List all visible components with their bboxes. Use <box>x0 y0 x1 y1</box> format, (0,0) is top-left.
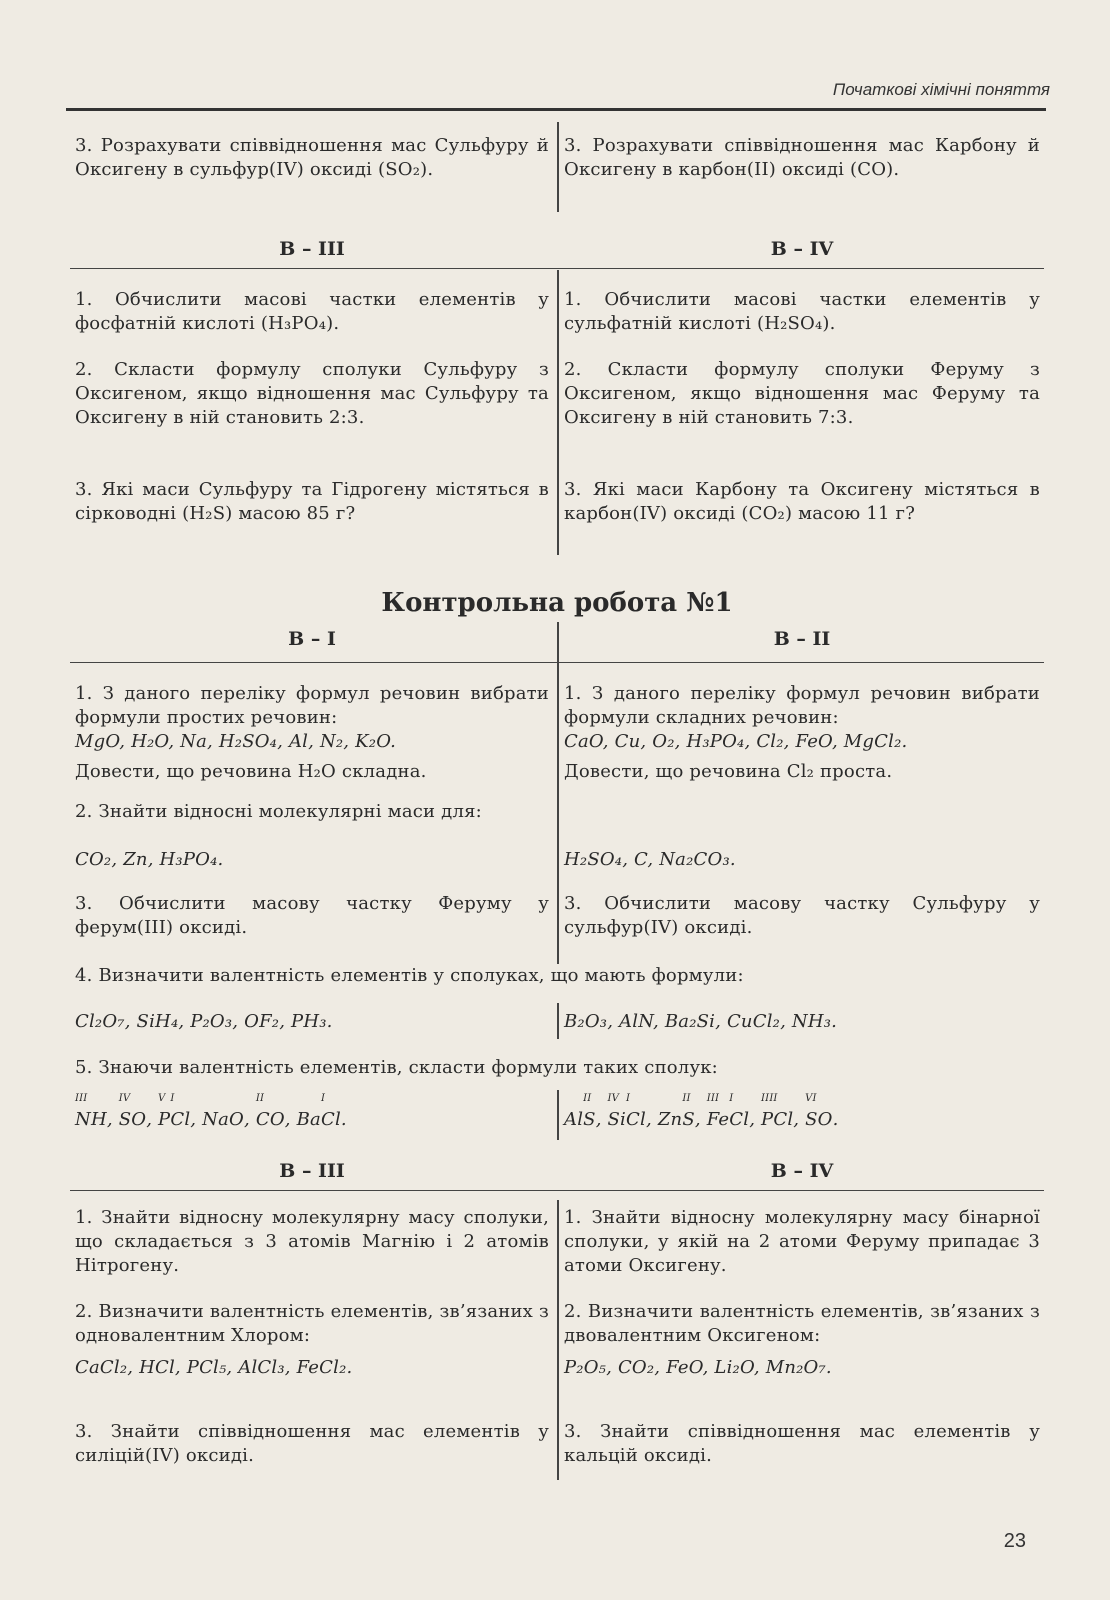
element-symbol: IV Si <box>607 1093 627 1130</box>
valence-numeral: IV <box>607 1093 620 1104</box>
cw-v4-task-1: 1. Знайти відносну молекулярну масу бінарної сполуки, у якій на 2 атоми Феруму припадає 3 атоми Оксигену. <box>564 1207 1040 1276</box>
element-symbol: V P <box>158 1093 171 1130</box>
element-symbol: II S <box>583 1093 596 1130</box>
v1-task-1-prove: Довести, що речовина H₂O складна. <box>75 761 427 782</box>
top-rule <box>66 108 1046 111</box>
element-symbol: III Fe <box>706 1093 730 1130</box>
v1-task-1 <box>75 682 549 784</box>
cw-v3-task-2-text: 2. Визначити валентність елементів, зв’язаних з одновалентним Хлором: <box>75 1301 549 1346</box>
task-4-common: 4. Визначити валентність елементів у сполуках, що мають формули: <box>75 965 744 986</box>
running-head: Початкові хімічні поняття <box>832 80 1050 99</box>
v2-task-1-text: 1. З даного переліку формул речовин вибрати формули складних речовин: <box>564 683 1040 728</box>
element-symbol: I Cl <box>626 1093 646 1130</box>
task-2-common: 2. Знайти відносні молекулярні маси для: <box>75 801 482 822</box>
v1-task-1-text: 1. З даного переліку формул речовин вибрати формули простих речовин: <box>75 683 549 728</box>
v1-task-3: 3. Обчислити масову частку Феруму у ферум(III) оксиді. <box>75 893 549 938</box>
cw-variant-4-header: В – IV <box>770 1160 834 1182</box>
variant-4-header: В – IV <box>770 238 834 260</box>
element-symbol: Al <box>564 1109 584 1130</box>
variant-2-header: В – ІІ <box>773 628 831 650</box>
valence-numeral: I <box>773 1093 778 1104</box>
v2-task-3: 3. Обчислити масову частку Сульфуру у сульфур(IV) оксиді. <box>564 893 1040 938</box>
valence-numeral: III <box>706 1093 720 1104</box>
v4-task-2: 2. Скласти формулу сполуки Феруму з Оксигеном, якщо відношення мас Феруму та Оксигену в ній становить 7:3. <box>564 359 1040 428</box>
valence-numeral: VI <box>805 1093 817 1104</box>
valence-numeral: I <box>320 1093 326 1104</box>
right-task-3: 3. Розрахувати співвідношення мас Карбону й Оксигену в карбон(II) оксиді (CO). <box>564 135 1040 180</box>
valence-numeral: III <box>75 1093 88 1104</box>
valence-numeral: IV <box>118 1093 131 1104</box>
valence-numeral: II <box>583 1093 592 1104</box>
task-5-common: 5. Знаючи валентність елементів, скласти формули таких сполук: <box>75 1057 718 1078</box>
variant-3-header: В – ІІІ <box>279 238 345 260</box>
v1-task-1-formulas: MgO, H₂O, Na, H₂SO₄, Al, N₂, K₂O. <box>75 731 397 752</box>
cw-variant-3-header: В – ІІІ <box>279 1160 345 1182</box>
element-symbol: IV S <box>118 1093 132 1130</box>
section-rule <box>70 662 1044 663</box>
column-divider <box>557 122 559 212</box>
v3-task-1: 1. Обчислити масові частки елементів у фосфатній кислоті (H₃PO₄). <box>75 289 549 334</box>
element-symbol: II C <box>255 1093 270 1130</box>
element-symbol: O <box>269 1109 285 1130</box>
cw-v3-task-1: 1. Знайти відносну молекулярну масу сполуки, що складається з 3 атомів Магнію і 2 атомів Нітрогену. <box>75 1207 549 1276</box>
valence-numeral: III <box>761 1093 774 1104</box>
section-rule <box>70 1190 1044 1191</box>
control-work-title: Контрольна робота №1 <box>381 588 733 618</box>
cw-v4-task-2-text: 2. Визначити валентність елементів, зв’язаних з двовалентним Оксигеном: <box>564 1301 1040 1346</box>
v2-task-5-formulas: Al II S, IV Si I Cl, Zn II S, III Fe I Cl, III P I Cl, VI SO. <box>564 1093 839 1130</box>
element-symbol: I Cl <box>729 1093 750 1130</box>
cw-v4-task-3: 3. Знайти співвідношення мас елементів у кальцій оксиді. <box>564 1421 1040 1466</box>
valence-numeral: I <box>170 1093 175 1104</box>
v2-task-4-formulas: B₂O₃, AlN, Ba₂Si, CuCl₂, NH₃. <box>564 1011 838 1032</box>
v2-task-1 <box>564 682 1040 784</box>
page-number: 23 <box>1003 1530 1026 1552</box>
variant-1-header: В – І <box>288 628 336 650</box>
element-symbol: II S <box>682 1093 695 1130</box>
element-symbol: Zn <box>657 1109 683 1130</box>
cw-v4-task-2 <box>564 1300 1040 1380</box>
cw-v3-task-2-formulas: CaCl₂, HCl, PCl₅, AlCl₃, FeCl₂. <box>75 1357 353 1378</box>
valence-numeral: I <box>729 1093 734 1104</box>
v4-task-1: 1. Обчислити масові частки елементів у сульфатній кислоті (H₂SO₄). <box>564 289 1040 334</box>
cw-v4-task-2-formulas: P₂O₅, CO₂, FeO, Li₂O, Mn₂O₇. <box>564 1357 832 1378</box>
element-symbol: VI S <box>805 1093 818 1130</box>
column-divider <box>557 1003 559 1039</box>
valence-numeral: I <box>626 1093 631 1104</box>
v3-task-2: 2. Скласти формулу сполуки Сульфуру з Оксигеном, якщо відношення мас Сульфуру та Оксигену в ній становить 2:3. <box>75 359 549 428</box>
v3-task-3: 3. Які маси Сульфуру та Гідрогену містяться в сірководні (H₂S) масою 85 г? <box>75 479 549 524</box>
element-symbol: Ba <box>296 1109 321 1130</box>
element-symbol: O <box>817 1109 833 1130</box>
element-symbol: I Cl <box>773 1093 794 1130</box>
valence-numeral: II <box>682 1093 691 1104</box>
v2-task-1-formulas: CaO, Cu, O₂, H₃PO₄, Cl₂, FeO, MgCl₂. <box>564 731 908 752</box>
left-task-3: 3. Розрахувати співвідношення мас Сульфуру й Оксигену в сульфур(IV) оксиді (SO₂). <box>75 135 549 180</box>
element-symbol: III N <box>75 1093 91 1130</box>
cw-v3-task-3: 3. Знайти співвідношення мас елементів у силіцій(IV) оксиді. <box>75 1421 549 1466</box>
element-symbol: O <box>131 1109 147 1130</box>
element-symbol: NaO <box>202 1109 244 1130</box>
column-divider <box>557 270 559 555</box>
valence-numeral: V <box>158 1093 166 1104</box>
column-divider <box>557 622 559 964</box>
element-symbol: I Cl <box>170 1093 191 1130</box>
column-divider <box>557 1200 559 1480</box>
element-symbol: H <box>90 1109 107 1130</box>
element-symbol: I Cl <box>320 1093 341 1130</box>
v2-task-2-formulas: H₂SO₄, C, Na₂CO₃. <box>564 849 736 870</box>
element-symbol: III P <box>761 1093 774 1130</box>
v2-task-1-prove: Довести, що речовина Cl₂ проста. <box>564 761 893 782</box>
section-rule <box>70 268 1044 269</box>
column-divider <box>557 1090 559 1140</box>
v4-task-3: 3. Які маси Карбону та Оксигену містяться в карбон(IV) оксиді (CO₂) масою 11 г? <box>564 479 1040 524</box>
v1-task-2-formulas: CO₂, Zn, H₃PO₄. <box>75 849 224 870</box>
valence-numeral: II <box>255 1093 265 1104</box>
v1-task-4-formulas: Cl₂O₇, SiH₄, P₂O₃, OF₂, PH₃. <box>75 1011 333 1032</box>
v1-task-5-formulas: III NH, IV SO, V P I Cl, NaO, II CO, Ba I Cl. <box>75 1093 347 1130</box>
cw-v3-task-2 <box>75 1300 549 1380</box>
